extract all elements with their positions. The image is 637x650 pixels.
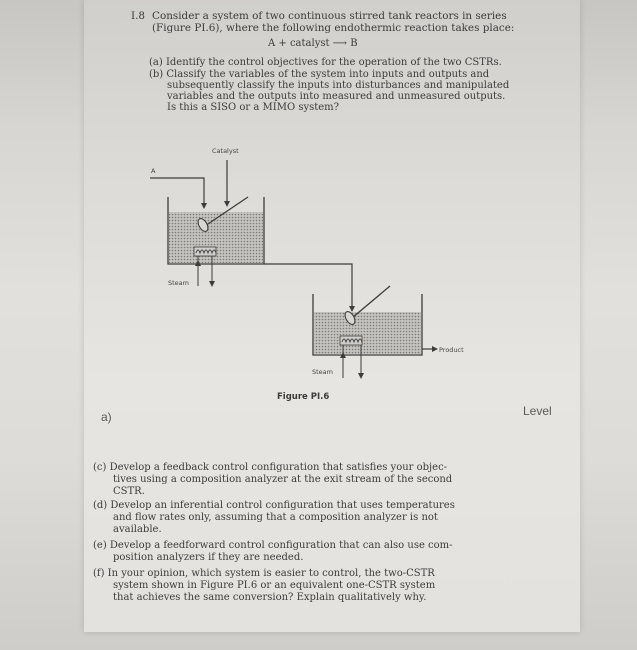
label-steam1: Steam <box>168 279 189 287</box>
part-b-line4: Is this a SISO or a MIMO system? <box>167 102 340 113</box>
problem-intro-line1: Consider a system of two continuous stirred tank reactors in series <box>152 10 507 22</box>
part-d-line2: and flow rates only, assuming that a composition analyzer is not <box>113 512 438 523</box>
part-f-line1: (f) In your opinion, which system is easier to control, the two-CSTR <box>93 568 435 579</box>
label-steam2: Steam <box>312 368 333 376</box>
part-c-line3: CSTR. <box>113 486 145 497</box>
part-c-line2: tives using a composition analyzer at the exit stream of the second <box>113 474 453 485</box>
transfer-pipe <box>264 264 352 310</box>
part-e-line1: (e) Develop a feedforward control configuration that can also use com- <box>93 540 453 551</box>
label-product: Product <box>439 346 464 354</box>
label-catalyst: Catalyst <box>212 147 239 155</box>
tank2-liquid <box>314 312 421 354</box>
part-c-line1: (c) Develop a feedback control configuration that satisfies your objec- <box>93 462 448 473</box>
level-label: Level <box>523 404 552 418</box>
part-a-line1: (a) Identify the control objectives for the operation of the two CSTRs. <box>149 57 502 68</box>
problem-intro-line2: (Figure PI.6), where the following endothermic reaction takes place: <box>152 22 515 34</box>
figure-caption: Figure PI.6 <box>277 392 330 402</box>
part-f-line3: that achieves the same conversion? Explain qualitatively why. <box>113 592 427 603</box>
part-d-line3: available. <box>113 524 162 535</box>
label-feed-a: A <box>151 167 156 175</box>
problem-number: I.8 <box>131 10 146 22</box>
part-e-line2: position analyzers if they are needed. <box>113 552 304 563</box>
reaction-equation: A + catalyst ⟶ B <box>268 38 358 49</box>
part-d-line1: (d) Develop an inferential control configuration that uses temperatures <box>93 500 455 511</box>
part-b-line2: subsequently classify the inputs into disturbances and manipulated <box>167 80 510 91</box>
feed-a-pipe <box>150 178 204 205</box>
part-label: a) <box>101 410 112 424</box>
part-b-line3: variables and the outputs into measured and unmeasured outputs. <box>167 91 506 102</box>
part-b-line1: (b) Classify the variables of the system into inputs and outputs and <box>149 69 490 80</box>
part-f-line2: system shown in Figure PI.6 or an equivalent one-CSTR system <box>113 580 436 591</box>
